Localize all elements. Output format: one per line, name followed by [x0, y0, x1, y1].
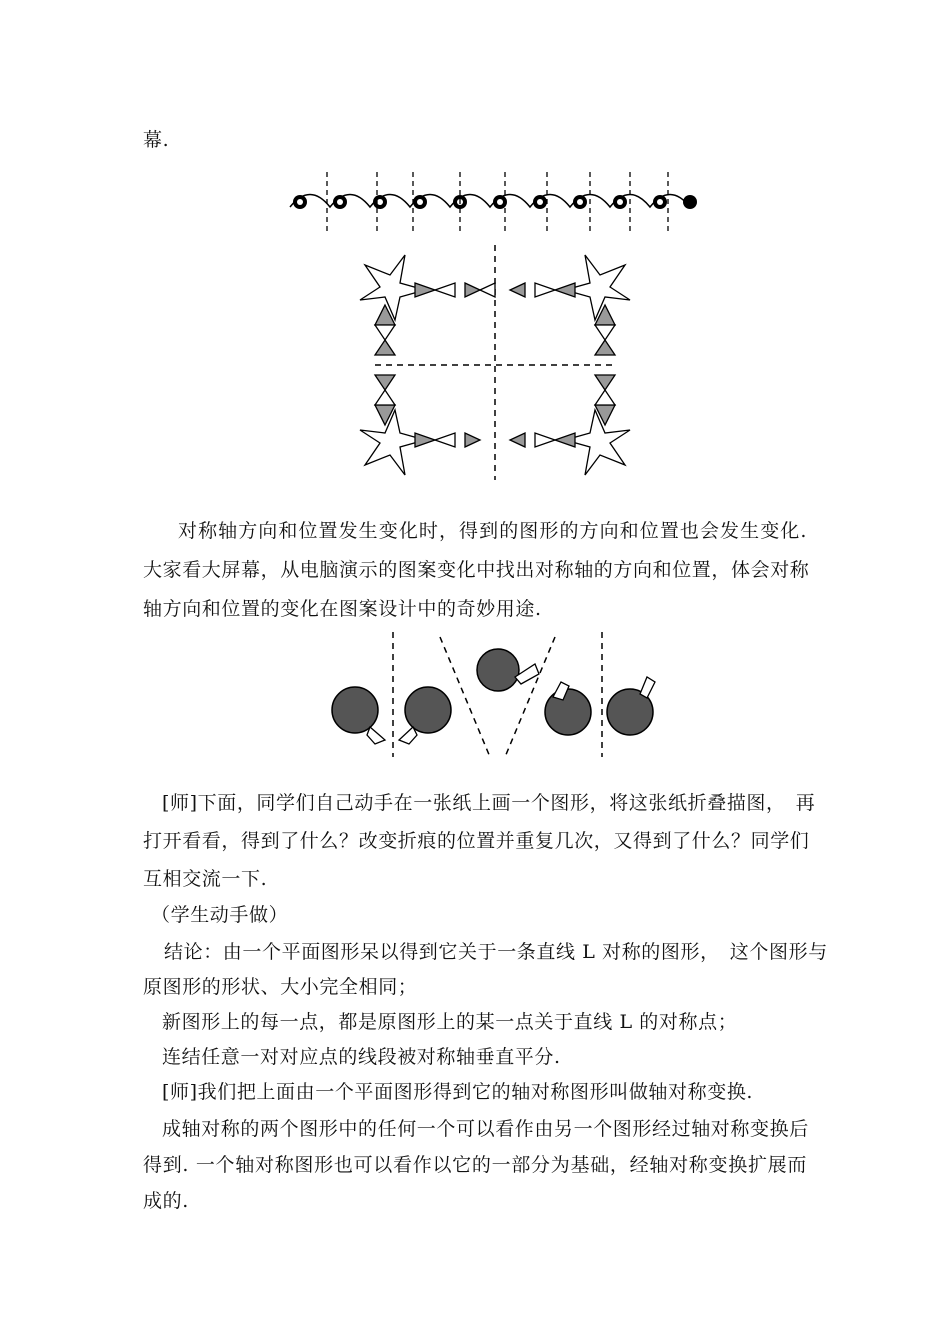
- text-line: [师]我们把上面由一个平面图形得到它的轴对称图形叫做轴对称变换.: [162, 1081, 754, 1103]
- text-line: （学生动手做）: [151, 904, 289, 926]
- text-line: 互相交流一下.: [143, 868, 268, 890]
- text-line: 打开看看，得到了什么？改变折痕的位置并重复几次，又得到了什么？同学们: [143, 830, 810, 852]
- text-line: 轴方向和位置的变化在图案设计中的奇妙用途.: [143, 598, 542, 620]
- text-line: 大家看大屏幕，从电脑演示的图案变化中找出对称轴的方向和位置，体会对称: [143, 559, 810, 581]
- corner-pattern-figure: [355, 245, 635, 485]
- text-line: 结论：由一个平面图形呆以得到它关于一条直线 L 对称的图形， 这个图形与: [164, 941, 828, 963]
- text-line: 对称轴方向和位置发生变化时，得到的图形的方向和位置也会发生变化.: [178, 520, 807, 542]
- text-line: 幕.: [143, 129, 170, 151]
- text-line: 新图形上的每一点，都是原图形上的某一点关于直线 L 的对称点；: [162, 1011, 738, 1033]
- floral-border-figure: [285, 172, 705, 232]
- text-line: 连结任意一对对应点的线段被对称轴垂直平分.: [162, 1046, 561, 1068]
- text-line: 成的.: [143, 1190, 189, 1212]
- text-line: [师]下面，同学们自己动手在一张纸上画一个图形，将这张纸折叠描图， 再: [162, 792, 816, 814]
- text-line: 得到. 一个轴对称图形也可以看作以它的一部分为基础，经轴对称变换扩展而: [143, 1154, 807, 1176]
- fish-axis-figure: [325, 632, 660, 760]
- text-line: 成轴对称的两个图形中的任何一个可以看作由另一个图形经过轴对称变换后: [162, 1118, 809, 1140]
- text-line: 原图形的形状、大小完全相同；: [143, 976, 418, 998]
